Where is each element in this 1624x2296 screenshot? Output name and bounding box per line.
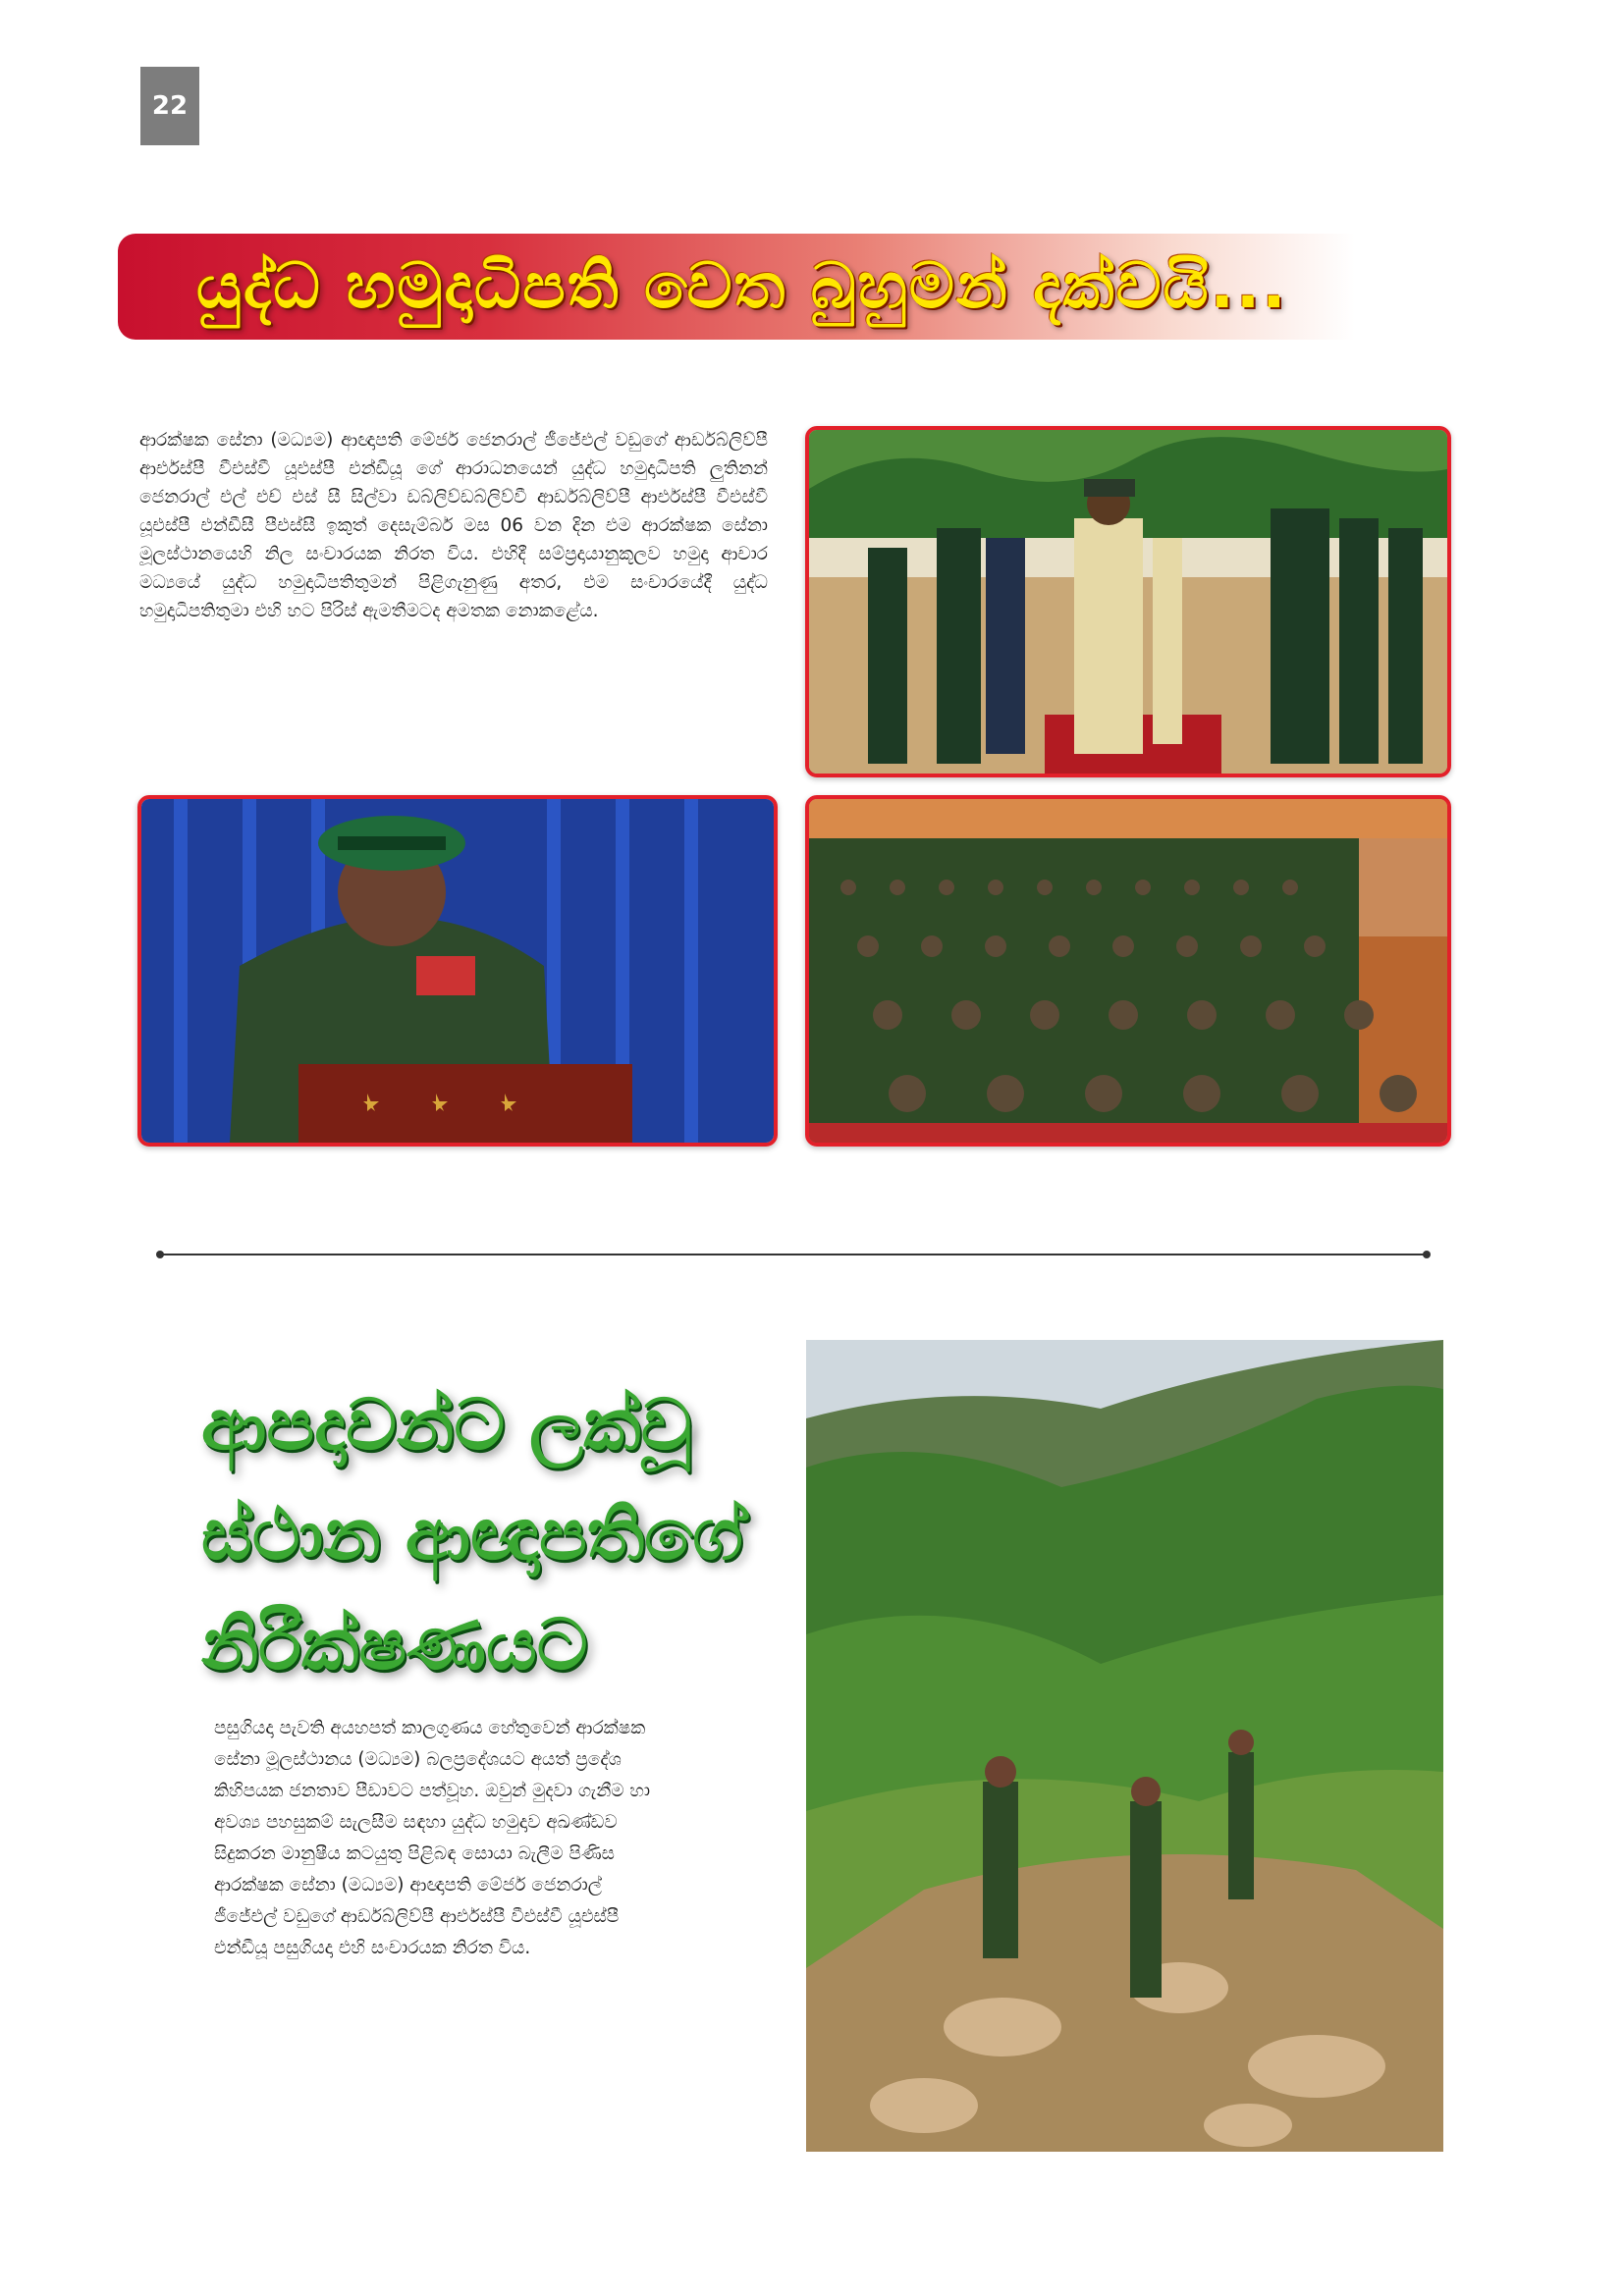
photo-commander-speech [137,795,778,1147]
article-2-title-line-3: නිරීක්ෂණයට [201,1603,588,1685]
article-1-body: ආරක්ෂක සේනා (මධ්‍යම) ආඥාපති මේජර් ජෙනරාල් ජීජේඑල් වඩුගේ ආර්ඩබ්ලිව්පී ආර්එස්පී වීඑස්වී යූඑස්පී එන්ඩීයූ ගේ ආරාධනයෙන් යුද්ධ හමුදාධිපති ලුතිනන් ජෙනරාල් එල් එච් එස් සී සිල්වා ඩබ්ලිව්ඩබ්ලිව්වී ආර්ඩබ්ලිව්පී ආර්එස්පී වීඑස්වී යූඑස්පී එන්ඩීසී පීඑස්සී ඉකුත් දෙසැම්බර් මස 06 වන දින එම ආරක්ෂක සේනා මූලස්ථානයෙහි නිල සංචාරයක නිරත විය. එහිදී සම්ප්‍රදායානුකූලව හමුදා ආචාර මධ්‍යයේ යුද්ධ හමුදාධිපතිතුමන් පිළිගැනුණු අතර, එම සංචාරයේදී යුද්ධ හමුදාධිපතිතුමා එහි හට පිරිස් ඇමතීමටද අමතක නොකළේය. [139,430,768,621]
article-2-body: පසුගියදා පැවති අයහපත් කාලගුණය හේතුවෙන් ආරක්ෂක සේනා මූලස්ථානය (මධ්‍යම) බලප්‍රදේශයට අයත් ප්‍රදේශ කිහිපයක ජනතාව පීඩාවට පත්වූහ. ඔවුන් මුදවා ගැනීම හා අවශ්‍ය පහසුකම් සැලසීම සඳහා යුද්ධ හමුදාව අඛණ්ඩව සිදුකරන මානුෂීය කටයුතු පිළිබඳ සොයා බැලීම පිණිස ආරක්ෂක සේනා (මධ්‍යම) ආඥාපති මේජර් ජෙනරාල් ජීජේඑල් වඩුගේ ආර්ඩබ්ලිව්පී ආර්එස්පී වීඑස්වී යූඑස්පී එන්ඩීයූ පසුගියදා එහි සංචාරයක නිරත විය. [214,1718,651,1958]
photo-auditorium-audience [805,795,1451,1147]
page-number: 22 [140,67,199,145]
article-1-title: යුද්ධ හමුදාධිපති වෙත බුහුමන් දක්වයි... [196,250,1288,323]
photo-guard-of-honour [805,426,1451,777]
section-divider [160,1254,1427,1255]
photo-landslide-inspection [806,1340,1443,2152]
article-2-title-line-1: ආපදාවන්ට ලක්වූ [201,1383,692,1466]
article-2-title [201,1369,810,1699]
article-2-title-line-2: ස්ථාන ආඥාපතිගේ [201,1493,743,1575]
